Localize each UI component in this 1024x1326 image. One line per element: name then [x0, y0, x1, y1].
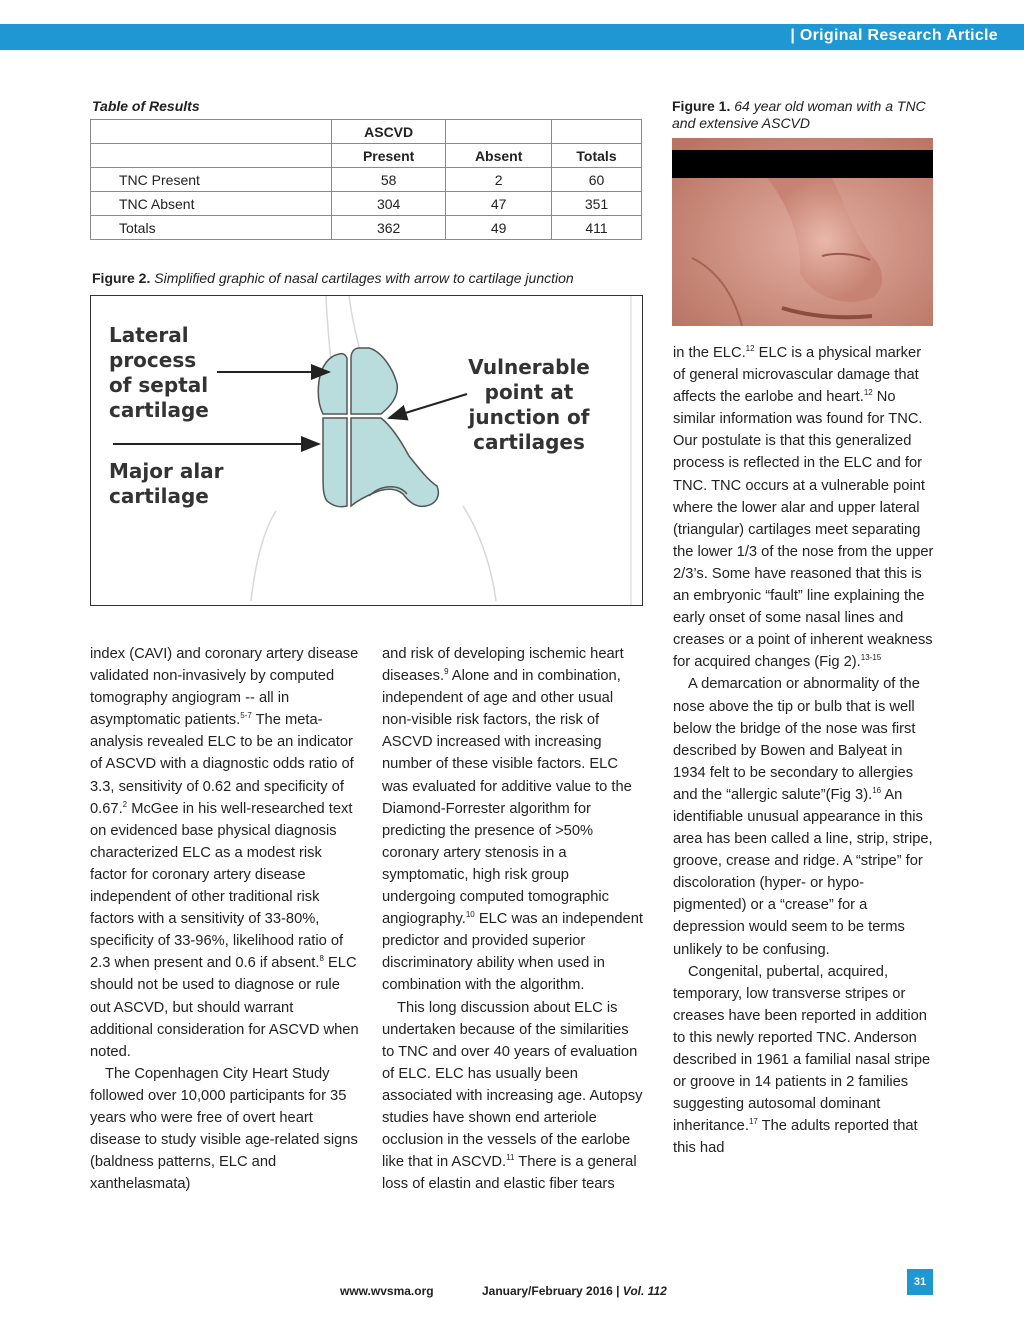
label-vulnerable-line2: point at — [484, 380, 574, 404]
table-row — [91, 216, 642, 240]
text-run: The adults reported that this had — [673, 1118, 918, 1157]
table-corner-cell — [91, 144, 332, 168]
label-vulnerable-line1: Vulnerable — [468, 355, 590, 379]
major-alar-cartilage-right — [351, 418, 438, 506]
text-run: ELC was an independent predictor and provided superior discriminatory ability when used in combination with the algorithm. — [382, 911, 643, 994]
figure1-caption-text: 64 year old woman with a TNC and extensive ASCVD — [672, 98, 926, 131]
text-run: Alone and in combination, independent of age and other usual non-visible risk factors, the risk of ASCVD increased with increasing number of these visible factors. ELC was evaluated for additive value to the Diamond-Forrester algorithm for predicting the presence of >50% coronary artery stenosis in a symptomatic, high risk group undergoing computed tomographic angiography. — [382, 668, 632, 928]
figure1-caption — [672, 98, 942, 132]
citation: 17 — [748, 1117, 758, 1127]
column-header-absent: Absent — [446, 144, 552, 168]
footer-issue — [482, 1284, 667, 1298]
privacy-bar — [672, 150, 933, 178]
figure2-caption-text: Simplified graphic of nasal cartilages with arrow to cartilage junction — [154, 270, 574, 286]
face-outline-cheek-right — [463, 506, 496, 601]
table-empty-cell — [552, 120, 642, 144]
major-alar-cartilage-left — [323, 418, 347, 507]
table-row — [91, 168, 642, 192]
article-type-label: | Original Research Article — [790, 27, 998, 44]
text-run: The Copenhagen City Heart Study followed over 10,000 participants for 35 years who were free of overt heart disease to study visible age-related signs (baldness patterns, ELC and xanthelasmata) — [90, 1065, 358, 1193]
table-cell: 49 — [446, 216, 552, 240]
paragraph — [90, 643, 360, 1063]
patient-nose-illustration — [672, 138, 933, 326]
text-run: Congenital, pubertal, acquired, temporary, low transverse stripes or creases have been reported in addition to this newly reported TNC. Anderson described in 1961 a familial nasal stripe or groove in 14 patients in 2 families suggesting autosomal dominant inheritance. — [673, 963, 931, 1135]
text-run: There is a general loss of elastin and elastic fiber tears — [382, 1154, 637, 1193]
text-run: index (CAVI) and coronary artery disease validated non-invasively by computed tomography angiogram -- all in asymptomatic patients. — [90, 646, 359, 729]
text-run: ELC is a physical marker of general microvascular damage that affects the earlobe and heart. — [673, 345, 922, 406]
text-run: No similar information was found for TNC. Our postulate is that this generalized process is reflected in the ELC and for TNC. TNC occurs at a vulnerable point where the lower alar and upper lateral (triangular) cartilages meet separating the lower 1/3 of the nose from the upper 2/3’s. Some have reasoned that this is an embryonic “fault” line explaining the early onset of some nasal lines and creases or a point of inherent weakness for acquired changes (Fig 2). — [673, 389, 934, 671]
row-label: Totals — [91, 216, 332, 240]
arrow-junction — [389, 394, 467, 418]
label-alar-line1: Major alar — [109, 459, 224, 483]
table-header-row — [91, 120, 642, 144]
text-run: ELC should not be used to diagnose or rule out ASCVD, but should warrant additional consideration for ASCVD when noted. — [90, 955, 359, 1060]
figure2-label: Figure 2. — [92, 270, 151, 286]
header-banner — [0, 24, 1024, 50]
citation: 5-7 — [240, 711, 252, 721]
text-run: An identifiable unusual appearance in this area has been called a line, strip, stripe, groove, crease and ridge. A “stripe” for discoloration (hyper- or hypo-pigmented) or a “crease” for a depression would seem to be terms unlikely to be confusing. — [673, 786, 933, 958]
label-vulnerable-line4: cartilages — [473, 430, 585, 454]
row-label: TNC Present — [91, 168, 332, 192]
table-row — [91, 192, 642, 216]
table-empty-cell — [446, 120, 552, 144]
text-run: in the ELC. — [673, 345, 746, 361]
table-cell: 47 — [446, 192, 552, 216]
table-cell: 351 — [552, 192, 642, 216]
text-run: McGee in his well-researched text on evidenced base physical diagnosis characterized ELC as a modest risk factor for coronary artery disease independent of other traditional risk factors with a sensitivity of 33-80%, specificity of 33-96%, likelihood ratio of 2.3 when present and 0.6 if absent. — [90, 800, 353, 972]
footer-issue-date: January/February 2016 | — [482, 1284, 620, 1298]
table-column-header-row — [91, 144, 642, 168]
ascvd-group-header: ASCVD — [332, 120, 446, 144]
paragraph — [382, 643, 644, 997]
label-lateral-line2: process — [109, 348, 197, 372]
citation: 12 — [745, 344, 755, 353]
citation: 8 — [319, 954, 324, 964]
citation: 11 — [506, 1153, 515, 1163]
text-run: and risk of developing ischemic heart diseases. — [382, 646, 624, 685]
body-column-2 — [382, 643, 644, 1195]
paragraph — [673, 961, 935, 1160]
footer-volume: Vol. 112 — [622, 1284, 667, 1298]
citation: 9 — [444, 667, 449, 677]
label-lateral-line4: cartilage — [109, 398, 209, 422]
label-alar-line2: cartilage — [109, 484, 209, 508]
figure2-caption — [92, 270, 574, 287]
citation: 12 — [863, 388, 873, 398]
text-run: The meta-analysis revealed ELC to be an indicator of ASCVD with a diagnostic odds ratio of 3.3, sensitivity of 0.62 and specificity of 0.67. — [90, 712, 354, 817]
patient-nose-photo — [672, 138, 933, 326]
label-lateral-line3: of septal — [109, 373, 209, 397]
citation: 2 — [122, 799, 128, 809]
text-run: This long discussion about ELC is undertaken because of the similarities to TNC and over 40 years of evaluation of ELC. ELC has usually been associated with increasing age. Autopsy studies have shown end arteriole occlusion in the vessels of the earlobe like that in ASCVD. — [382, 999, 643, 1171]
footer-website: www.wvsma.org — [340, 1284, 434, 1298]
upper-lateral-cartilage-right — [351, 348, 397, 414]
row-label: TNC Absent — [91, 192, 332, 216]
table-corner-cell — [91, 120, 332, 144]
face-outline-cheek-left — [251, 511, 276, 601]
column-header-totals: Totals — [552, 144, 642, 168]
paragraph — [382, 997, 644, 1196]
body-column-3 — [673, 342, 935, 1159]
paragraph — [673, 342, 935, 673]
citation: 16 — [872, 785, 882, 795]
table-cell: 2 — [446, 168, 552, 192]
label-lateral-line1: Lateral — [109, 323, 189, 347]
figure1-label: Figure 1. — [672, 98, 731, 114]
page-number-badge: 31 — [907, 1269, 933, 1295]
column-header-present: Present — [332, 144, 446, 168]
table-cell: 60 — [552, 168, 642, 192]
citation: 13-15 — [860, 653, 882, 663]
table-title: Table of Results — [92, 98, 200, 114]
label-vulnerable-line3: junction of — [468, 405, 590, 429]
nasal-cartilage-diagram — [90, 295, 643, 606]
body-column-1 — [90, 643, 360, 1195]
paragraph — [673, 673, 935, 960]
text-run: A demarcation or abnormality of the nose above the tip or bulb that is well below the bridge of the nose was first described by Bowen and Balyeat in 1934 felt to be secondary to allergies and the “allergic salute”(Fig 3). — [673, 676, 920, 803]
table-cell: 411 — [552, 216, 642, 240]
table-cell: 58 — [332, 168, 446, 192]
results-table — [90, 119, 642, 240]
nasal-cartilage-illustration — [91, 296, 642, 605]
citation: 10 — [465, 910, 475, 920]
table-cell: 304 — [332, 192, 446, 216]
table-cell: 362 — [332, 216, 446, 240]
upper-lateral-cartilage-left — [318, 354, 347, 414]
paragraph — [90, 1063, 360, 1196]
